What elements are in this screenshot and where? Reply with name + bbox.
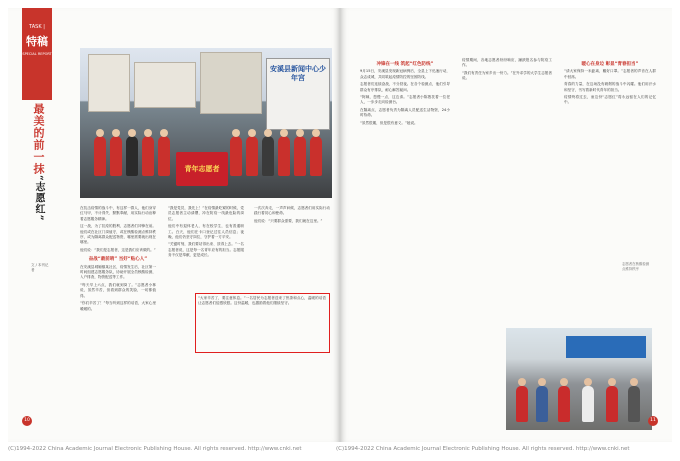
volunteer [310, 136, 322, 176]
volunteer-group-photo [80, 48, 332, 198]
section-heading: 冲锋在一线 筑起“红色防线” [376, 62, 434, 67]
right-column-2 [462, 58, 552, 84]
middle-column-b [254, 206, 330, 226]
volunteer [158, 136, 170, 176]
canopy-tent [566, 336, 646, 358]
paragraph: 在隔离点，志愿者负责为隔离人员配送生活物资，24小时待命。 [360, 107, 450, 118]
paragraph: “我是党员，我先上！”在疫情最吃紧的时候，党员志愿者主动请缨，冲在防疫一线最危险的岗位。 [168, 206, 244, 221]
resident [536, 386, 548, 422]
section-title: 特稿 [26, 35, 48, 48]
right-page [340, 8, 672, 442]
paragraph: 志愿者们连续奋战，不分昼夜。在各个检测点，他们引导群众有序排队，耐心解答疑问。 [360, 82, 450, 92]
magazine-spread [8, 8, 672, 442]
building [88, 54, 130, 112]
paragraph: “请大家保持一米距离，戴好口罩。”志愿者的声音在人群中回荡。 [564, 69, 656, 79]
photo-caption: 志愿者在核酸检测点维持秩序 [622, 262, 650, 271]
article-title-main: 最美的前一抹 [32, 103, 45, 175]
paragraph: “虽然很累，但是很有意义。”她说。 [360, 120, 418, 125]
medical-worker [582, 386, 594, 422]
highlight-text: “大家辛苦了，要注意休息。”一名居民为志愿者送来了热茶和点心，温暖的话语让志愿者们倍感欣慰。这份温暖，也激励着他们继续坚守。 [198, 296, 326, 306]
resident [628, 386, 640, 422]
volunteer [246, 136, 258, 176]
paragraph: 在抗击疫情的战斗中，有这样一群人，他们身穿红马甲，不计得失、默默奉献，用实际行动诠释着志愿服务精神。 [80, 206, 156, 221]
building-sign: 安溪县新闻中心少年宫 [266, 58, 330, 130]
volunteer [516, 386, 528, 422]
paragraph: 这一战，为了抗疫的胜利，志愿者们冲锋在前。他们或在社区门岗值守，或在核酸检测点维持秩序，或为隔离群众配送物资，哪里需要就出现在哪里。 [80, 224, 156, 245]
section-heading: 奋战“最前哨” 当好“贴心人” [88, 257, 148, 263]
volunteer [294, 136, 306, 176]
section-badge [22, 8, 52, 100]
volunteer [558, 386, 570, 422]
highlight-box [195, 293, 330, 353]
volunteer [230, 136, 242, 176]
paragraph: 9月15日，安溪县发现新冠病例后，全县上下迅速行动，众志成城，共同筑起疫情防控的坚固防线。 [360, 69, 450, 79]
copyright-footer-left: (C)1994-2022 China Academic Journal Electronic Publishing House. All rights reserved. http://www.cnki.net [8, 446, 302, 452]
paragraph: “我们有责任为家乡出一份力。”在外求学的大学生志愿者说。 [462, 70, 552, 81]
paragraph: 疫情终将过去，而这份“志愿红”将永远留在人们的记忆中。 [564, 95, 656, 105]
paragraph: “关键时刻，我们要站得出来、顶得上去。”一名志愿者说，这是每一名青年应有的担当。志愿服务不仅是奉献，更是成长。 [168, 242, 244, 258]
volunteer [142, 136, 154, 176]
article-author: 文 / 本刊记者 [31, 263, 49, 272]
left-column [80, 206, 156, 314]
article-title-sub: “志愿红” [33, 175, 44, 222]
testing-site-photo [506, 328, 652, 430]
paragraph: 一次次奔走，一声声问候，志愿者们用实际行动践行着初心和使命。 [254, 206, 330, 216]
section-tag: TASK | [29, 24, 45, 30]
paragraph: 疫情期间，各地志愿者纷纷响应，踊跃报名参与防疫工作。 [462, 58, 552, 68]
volunteer [126, 136, 138, 176]
paragraph: 他们说：“我们是志愿者，这是我们应该做的。” [80, 247, 156, 252]
building [200, 52, 262, 114]
left-page [8, 8, 340, 442]
volunteer-banner: 青年志愿者 [176, 152, 228, 186]
paragraph: “每天早上六点，我们就到岗了。”志愿者小林说，虽然辛苦，但看到群众的笑脸，一切都值得。 [80, 282, 156, 298]
paragraph: 他们说：“只要群众需要，我们就在这里。” [254, 218, 323, 223]
paragraph: “你们辛苦了！”每当听到这样的话语，大家心里暖暖的。 [80, 301, 156, 311]
paragraph: 青春的力量，在这场没有硝烟的战斗中闪耀。他们用汗水和坚守，书写着新时代青年的担当。 [564, 82, 656, 92]
page-number-left: 10 [22, 416, 32, 426]
section-heading: 暖心在身边 彰显“青春担当” [581, 62, 639, 67]
paragraph: 在安溪县城厢镇某社区，疫情发生后，社区第一时间组建志愿服务队，协助开展全员核酸检测，入户排查，物资配送等工作。 [80, 264, 156, 280]
middle-column-a [168, 206, 244, 261]
volunteer [262, 136, 274, 176]
building [134, 62, 196, 108]
article-title [28, 103, 46, 222]
volunteer [110, 136, 122, 176]
volunteer [606, 386, 618, 422]
page-number-right: 11 [648, 416, 658, 426]
paragraph: 他们中有退休老人，有在校学生，也有普通职工。白天，他们在卡口登记过往人员信息；夜晚，他们仍坚守岗位，守护着一方平安。 [168, 224, 244, 240]
right-column-1 [360, 58, 450, 128]
right-column-3 [564, 58, 656, 108]
copyright-footer-right: (C)1994-2022 China Academic Journal Electronic Publishing House. All rights reserved. http://www.cnki.net [336, 446, 630, 452]
paragraph: “阿姨，您慢一点，这边请。”志愿者小陈搀扶着一位老人，一步步走向检测台。 [360, 95, 450, 105]
section-subtitle: SPECIAL REPORT [22, 52, 52, 56]
volunteer [94, 136, 106, 176]
volunteer [278, 136, 290, 176]
